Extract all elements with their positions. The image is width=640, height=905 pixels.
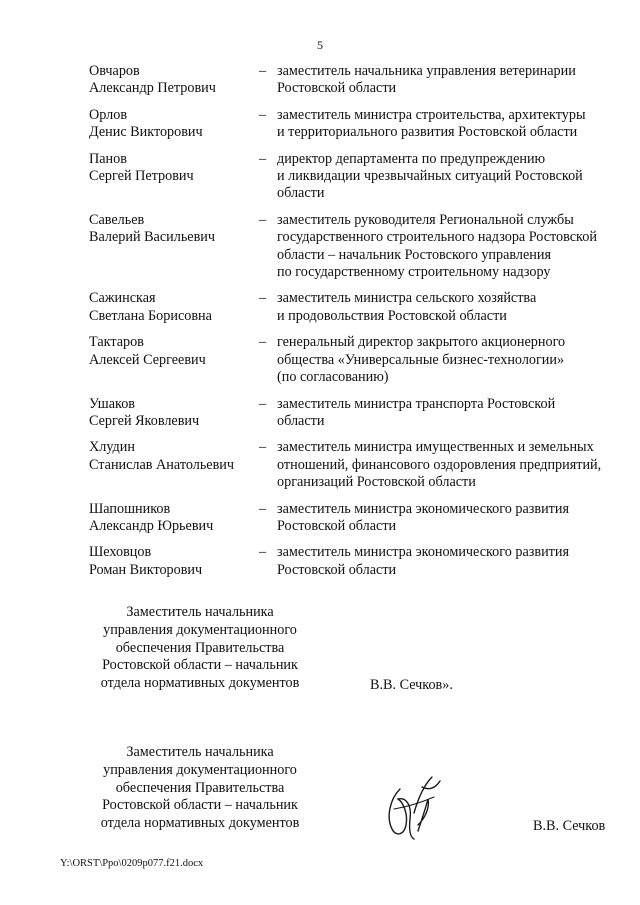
member-row [89, 439, 613, 491]
signer-name-2: В.В. Сечков [533, 818, 606, 834]
page-number: 5 [317, 38, 323, 52]
member-name: Сажинская Светлана Борисовна [89, 290, 212, 324]
member-row [89, 151, 613, 203]
member-row [89, 334, 613, 386]
member-role: заместитель министра строительства, архитектуры и территориального развития Ростовской области [277, 106, 586, 141]
member-dash: – [259, 150, 267, 167]
signature-title-1: Заместитель начальника управления документационного обеспечения Правительства Ростовской области – начальник отдела нормативных документов [100, 604, 300, 692]
member-dash: – [259, 290, 267, 307]
member-row [89, 107, 613, 142]
member-row [89, 544, 613, 579]
member-name: Хлудин Станислав Анатольевич [89, 439, 235, 473]
file-path: Y:\ORST\Ppo\0209p077.f21.docx [60, 858, 204, 869]
member-dash: – [259, 439, 267, 456]
member-name: Тактаров Алексей Сергеевич [89, 334, 206, 368]
member-row [89, 396, 613, 431]
member-name: Ушаков Сергей Яковлевич [89, 395, 200, 429]
member-role: заместитель министра транспорта Ростовской области [277, 395, 556, 429]
member-row [89, 501, 613, 536]
handwritten-signature [384, 773, 442, 843]
member-role: заместитель министра экономического развития Ростовской области [277, 544, 569, 578]
member-name: Шеховцов Роман Викторович [89, 544, 203, 578]
member-role: заместитель министра сельского хозяйства и продовольствия Ростовской области [277, 290, 537, 324]
member-list [89, 63, 613, 579]
signature-title-2: Заместитель начальника управления документационного обеспечения Правительства Ростовской области – начальник отдела нормативных документов [100, 744, 300, 832]
member-dash: – [259, 334, 267, 351]
member-name: Овчаров Александр Петрович [89, 63, 216, 97]
member-name: Шапошников Александр Юрьевич [89, 500, 214, 534]
member-dash: – [259, 395, 267, 412]
member-dash: – [259, 106, 267, 123]
member-role: заместитель министра экономического развития Ростовской области [277, 500, 569, 534]
member-name: Орлов Денис Викторович [89, 106, 203, 141]
member-row [89, 290, 613, 325]
member-row [89, 212, 613, 282]
member-role: заместитель начальника управления ветеринарии Ростовской области [277, 63, 576, 97]
member-role: заместитель руководителя Региональной службы государственного строительного надзора Ростовской области – начальник Ростовского управления по государственному строительному надзору [277, 211, 597, 281]
member-name: Панов Сергей Петрович [89, 150, 194, 185]
member-dash: – [259, 211, 267, 228]
member-role: генеральный директор закрытого акционерного общества «Универсальные бизнес-технологии» (по согласованию) [277, 334, 566, 386]
member-dash: – [259, 500, 267, 517]
member-dash: – [259, 544, 267, 561]
signer-name-1: В.В. Сечков». [370, 677, 453, 693]
member-dash: – [259, 63, 267, 79]
member-name: Савельев Валерий Васильевич [89, 211, 216, 246]
member-row [89, 63, 613, 98]
member-role: директор департамента по предупреждению и ликвидации чрезвычайных ситуаций Ростовской области [277, 150, 583, 202]
member-role: заместитель министра имущественных и земельных отношений, финансового оздоровления предприятий, организаций Ростовской области [277, 439, 602, 491]
